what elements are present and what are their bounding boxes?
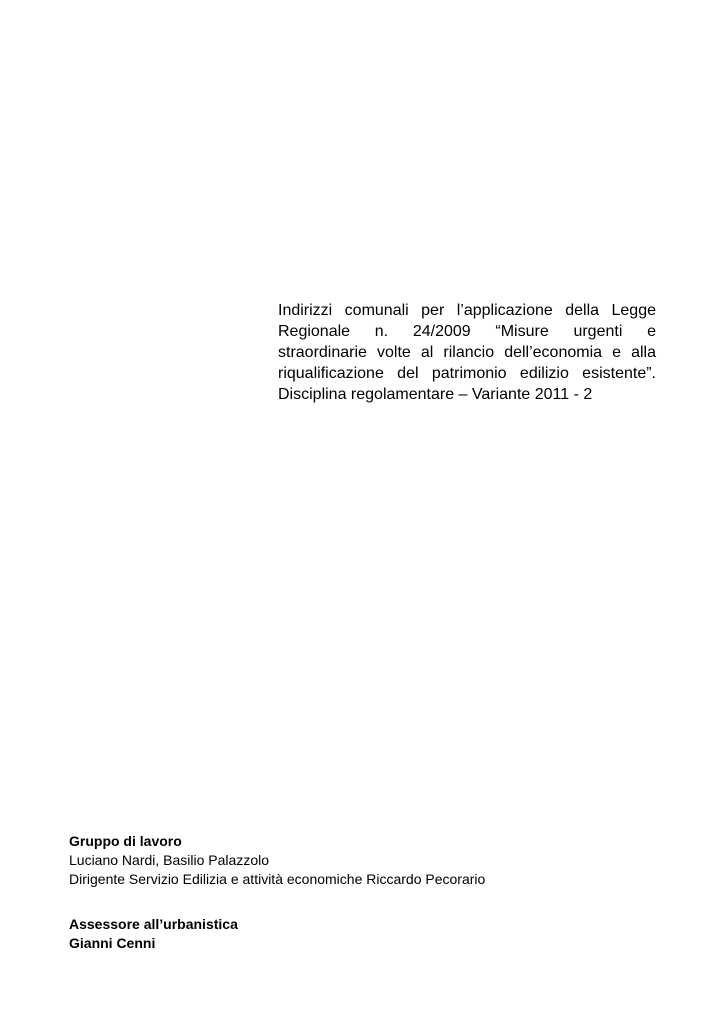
title-line-5: Disciplina regolamentare – Variante 2011 - 2 bbox=[278, 386, 593, 403]
working-group-heading: Gruppo di lavoro bbox=[69, 833, 182, 849]
title-line-4: riqualificazione del patrimonio edilizio esistente”. bbox=[278, 365, 656, 382]
title-line-1: Indirizzi comunali per l’applicazione della Legge bbox=[278, 302, 656, 319]
assessor-name: Gianni Cenni bbox=[69, 935, 156, 951]
assessor-section bbox=[69, 915, 669, 953]
document-title bbox=[278, 300, 656, 405]
working-group-manager: Dirigente Servizio Edilizia e attività economiche Riccardo Pecorario bbox=[69, 871, 486, 887]
assessor-role: Assessore all’urbanistica bbox=[69, 916, 238, 932]
title-line-2: Regionale n. 24/2009 “Misure urgenti e bbox=[278, 323, 656, 340]
working-group-section bbox=[69, 832, 669, 889]
working-group-members: Luciano Nardi, Basilio Palazzolo bbox=[69, 852, 269, 868]
title-line-3: straordinarie volte al rilancio dell’economia e alla bbox=[278, 344, 656, 361]
